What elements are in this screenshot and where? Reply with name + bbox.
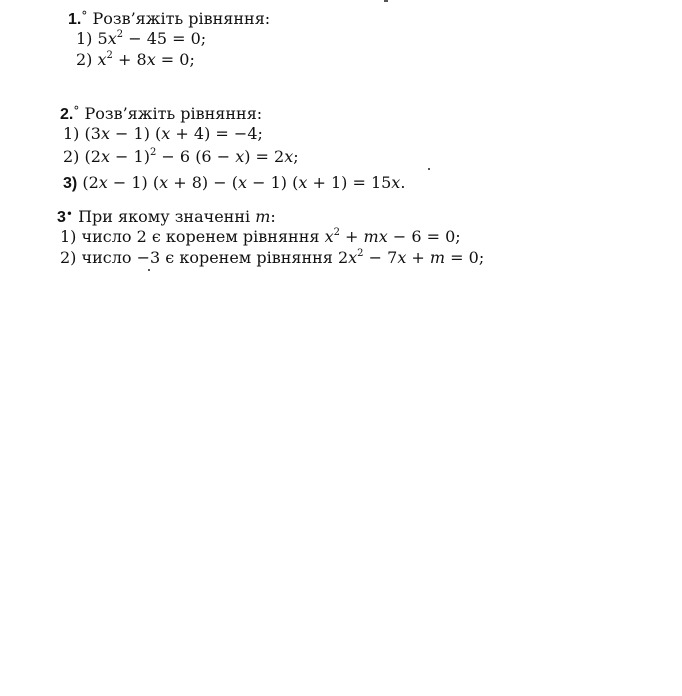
scan-speck bbox=[384, 0, 388, 2]
equation: $5x^2 - 45 = 0$; bbox=[97, 29, 207, 48]
item-label: 3) bbox=[63, 175, 78, 192]
equation: $x^2 + 8x = 0$; bbox=[97, 50, 195, 69]
problem-1-mark: ° bbox=[81, 9, 88, 23]
item-label: 1) bbox=[63, 124, 80, 143]
equation: $(2x - 1)^2 - 6$ (6 − x) = 2x; bbox=[84, 147, 299, 166]
problem-2-item-3 bbox=[63, 173, 405, 194]
statement: число −3 є коренем рівняння $2x^2 - 7x + m = 0$; bbox=[81, 248, 485, 267]
equation: (3x − 1) (x + 4) = −4; bbox=[84, 124, 263, 143]
problem-2-number: 2. bbox=[60, 106, 74, 123]
item-label: 1) bbox=[76, 29, 93, 48]
problem-1-heading bbox=[68, 6, 270, 30]
item-label: 2) bbox=[63, 147, 80, 166]
problem-2-title: Розв’яжіть рівняння: bbox=[84, 104, 263, 123]
item-label: 2) bbox=[76, 50, 93, 69]
problem-3-title: При якому значенні m: bbox=[78, 207, 276, 226]
scan-speck bbox=[428, 168, 430, 170]
problem-3-item-1 bbox=[60, 227, 461, 247]
statement: число 2 є коренем рівняння $x^2$ + mx − 6 = 0; bbox=[81, 227, 461, 246]
equation: (2x − 1) (x + 8) − (x − 1) (x + 1) = 15x. bbox=[82, 173, 406, 192]
problem-1-number: 1. bbox=[68, 11, 82, 28]
problem-1-item-2 bbox=[76, 50, 195, 70]
problem-3-number: 3 bbox=[57, 209, 66, 226]
item-label: 1) bbox=[60, 227, 77, 246]
problem-2-item-2 bbox=[63, 147, 299, 167]
problem-2-item-1 bbox=[63, 124, 263, 144]
problem-2-mark: ° bbox=[73, 104, 80, 118]
problem-1-title: Розв’яжіть рівняння: bbox=[92, 9, 271, 28]
item-label: 2) bbox=[60, 248, 77, 267]
problem-3-heading bbox=[57, 204, 276, 228]
problem-2-heading bbox=[60, 101, 262, 125]
problem-3-mark: • bbox=[65, 207, 73, 221]
problem-1-item-1 bbox=[76, 29, 206, 49]
problem-3-item-2 bbox=[60, 248, 484, 268]
scan-speck bbox=[148, 269, 150, 271]
